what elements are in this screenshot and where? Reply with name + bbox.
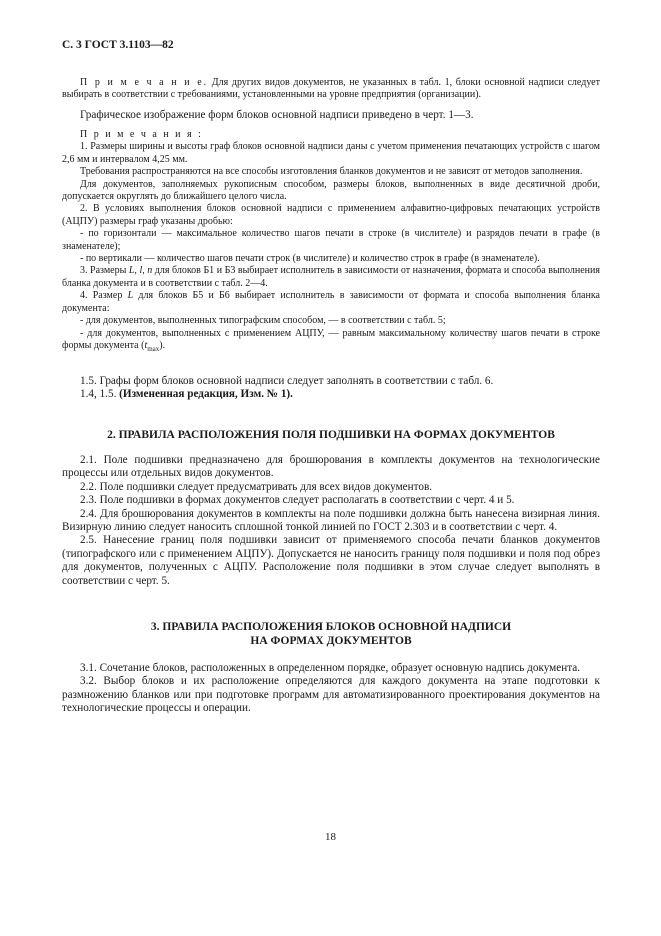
amendment-note: (Измененная редакция, Изм. № 1).: [119, 388, 293, 401]
p-2-4: 2.4. Для брошюрования документов в комплекты на поле подшивки должна быть нанесена визирная линия. Визирную линию следует наносить сплошной тонкой линией по ГОСТ 2.303 и в соответствии с черт. 4.: [62, 507, 600, 534]
p-3-1: 3.1. Сочетание блоков, расположенных в определенном порядке, образует основную надпись документа.: [80, 662, 580, 674]
note-1c: Для документов, заполняемых рукописным способом, размеры блоков, выполненных в виде десятичной дроби, допускается округлять до ближайшего целого числа.: [62, 178, 600, 203]
section-2-title: 2. ПРАВИЛА РАСПОЛОЖЕНИЯ ПОЛЯ ПОДШИВКИ НА ФОРМАХ ДОКУМЕНТОВ: [107, 429, 555, 441]
section-3-title-line-2: НА ФОРМАХ ДОКУМЕНТОВ: [250, 635, 412, 647]
section-2-body: [62, 454, 600, 588]
note-3-variables: L, l, n: [128, 265, 153, 277]
p-1-4-1-5-amendment: 1.4, 1.5. (Измененная редакция, Изм. № 1).: [80, 388, 293, 401]
p-2-3: 2.3. Поле подшивки в формах документов следует располагать в соответствии с черт. 4 и 5.: [80, 494, 515, 507]
section-3-title-line-1: 3. ПРАВИЛА РАСПОЛОЖЕНИЯ БЛОКОВ ОСНОВНОЙ НАДПИСИ: [150, 621, 512, 633]
graphic-reference: [62, 109, 600, 122]
p-2-1: 2.1. Поле подшивки предназначено для брошюрования в комплекты документов на технологические процессы или отдельных видов документов.: [62, 454, 600, 480]
notes-block: [62, 129, 600, 355]
p-1-5: 1.5. Графы форм блоков основной надписи следует заполнять в соответствии с табл. 6.: [80, 375, 494, 387]
note-2b: - по вертикали — количество шагов печати строк (в числителе) и количество строк в графе (в знаменателе).: [80, 253, 540, 265]
note-1b: Требования распространяются на все способы изготовления бланков документов и не зависят от методов заполнения.: [80, 166, 583, 178]
t-max-subscript: max: [147, 344, 160, 353]
page-number: 18: [325, 831, 336, 843]
section-3-body: [62, 662, 600, 716]
note-4: 4. Размер L для блоков Б5 и Б6 выбирает исполнитель в зависимости от формата и способа выполнения бланка документа:: [62, 290, 600, 314]
note-1: 1. Размеры ширины и высоты граф блоков основной надписи даны с учетом применения печатающих устройств с шагом 2,6 мм и интервалом 4,25 мм.: [62, 141, 600, 165]
p-2-2: 2.2. Поле подшивки следует предусматривать для всех видов документов.: [80, 480, 433, 493]
note-intro: [62, 77, 600, 102]
notes-label: П р и м е ч а н и я :: [80, 129, 203, 140]
note-3: 3. Размеры L, l, n для блоков Б1 и Б3 выбирает исполнитель в зависимости от назначения, формата и способа выполнения бланка документа и в соответствии с табл. 2—4.: [62, 265, 600, 289]
paragraph-1-5: [62, 375, 600, 402]
graphic-ref-paragraph: Графическое изображение форм блоков основной надписи приведено в черт. 1—3.: [80, 109, 474, 121]
page-header: С. 3 ГОСТ 3.1103—82: [62, 39, 174, 51]
t-max-symbol: t: [144, 339, 148, 351]
p-3-2: 3.2. Выбор блоков и их расположение определяются для каждого документа на этапе подготовки к размножению бланков или при подготовке программ для автоматизированного проектирования документов на технологические процессы и операции.: [62, 675, 600, 715]
note-intro-paragraph: [62, 77, 600, 102]
note-2a: - по горизонтали — максимальное количество шагов печати в строке (в числителе) и разрядов печати в графе (в знаменателе);: [62, 228, 600, 252]
note-2: 2. В условиях выполнения блоков основной надписи с применением алфавитно-цифровых печатающих устройств (АЦПУ) размеры граф указаны дробью:: [62, 203, 600, 227]
note-4b: - для документов, выполненных с применением АЦПУ, — равным максимальному количеству шагов печати в строке формы документа $(t_{max})$.: [62, 327, 600, 353]
note-4-variable: L: [127, 290, 134, 302]
note-label: П р и м е ч а н и е.: [80, 77, 209, 88]
note-4a: - для документов, выполненных типографским способом, — в соответствии с табл. 5;: [80, 315, 446, 327]
note-intro-text: Для других видов документов, не указанных в табл. 1, блоки основной надписи следует выбирать в соответствии с требованиями, установленными на уровне предприятия (организации).: [62, 77, 600, 101]
p-2-5: 2.5. Нанесение границ поля подшивки зависит от применяемого способа печати бланков документов (типографского или с применением АЦПУ). Допускается не наносить границу поля подшивки и поля под обрез для документов, полученных с АЦПУ. Расположение поля подшивки в этом случае следует выполнять в соответствии с черт. 5.: [62, 534, 600, 587]
